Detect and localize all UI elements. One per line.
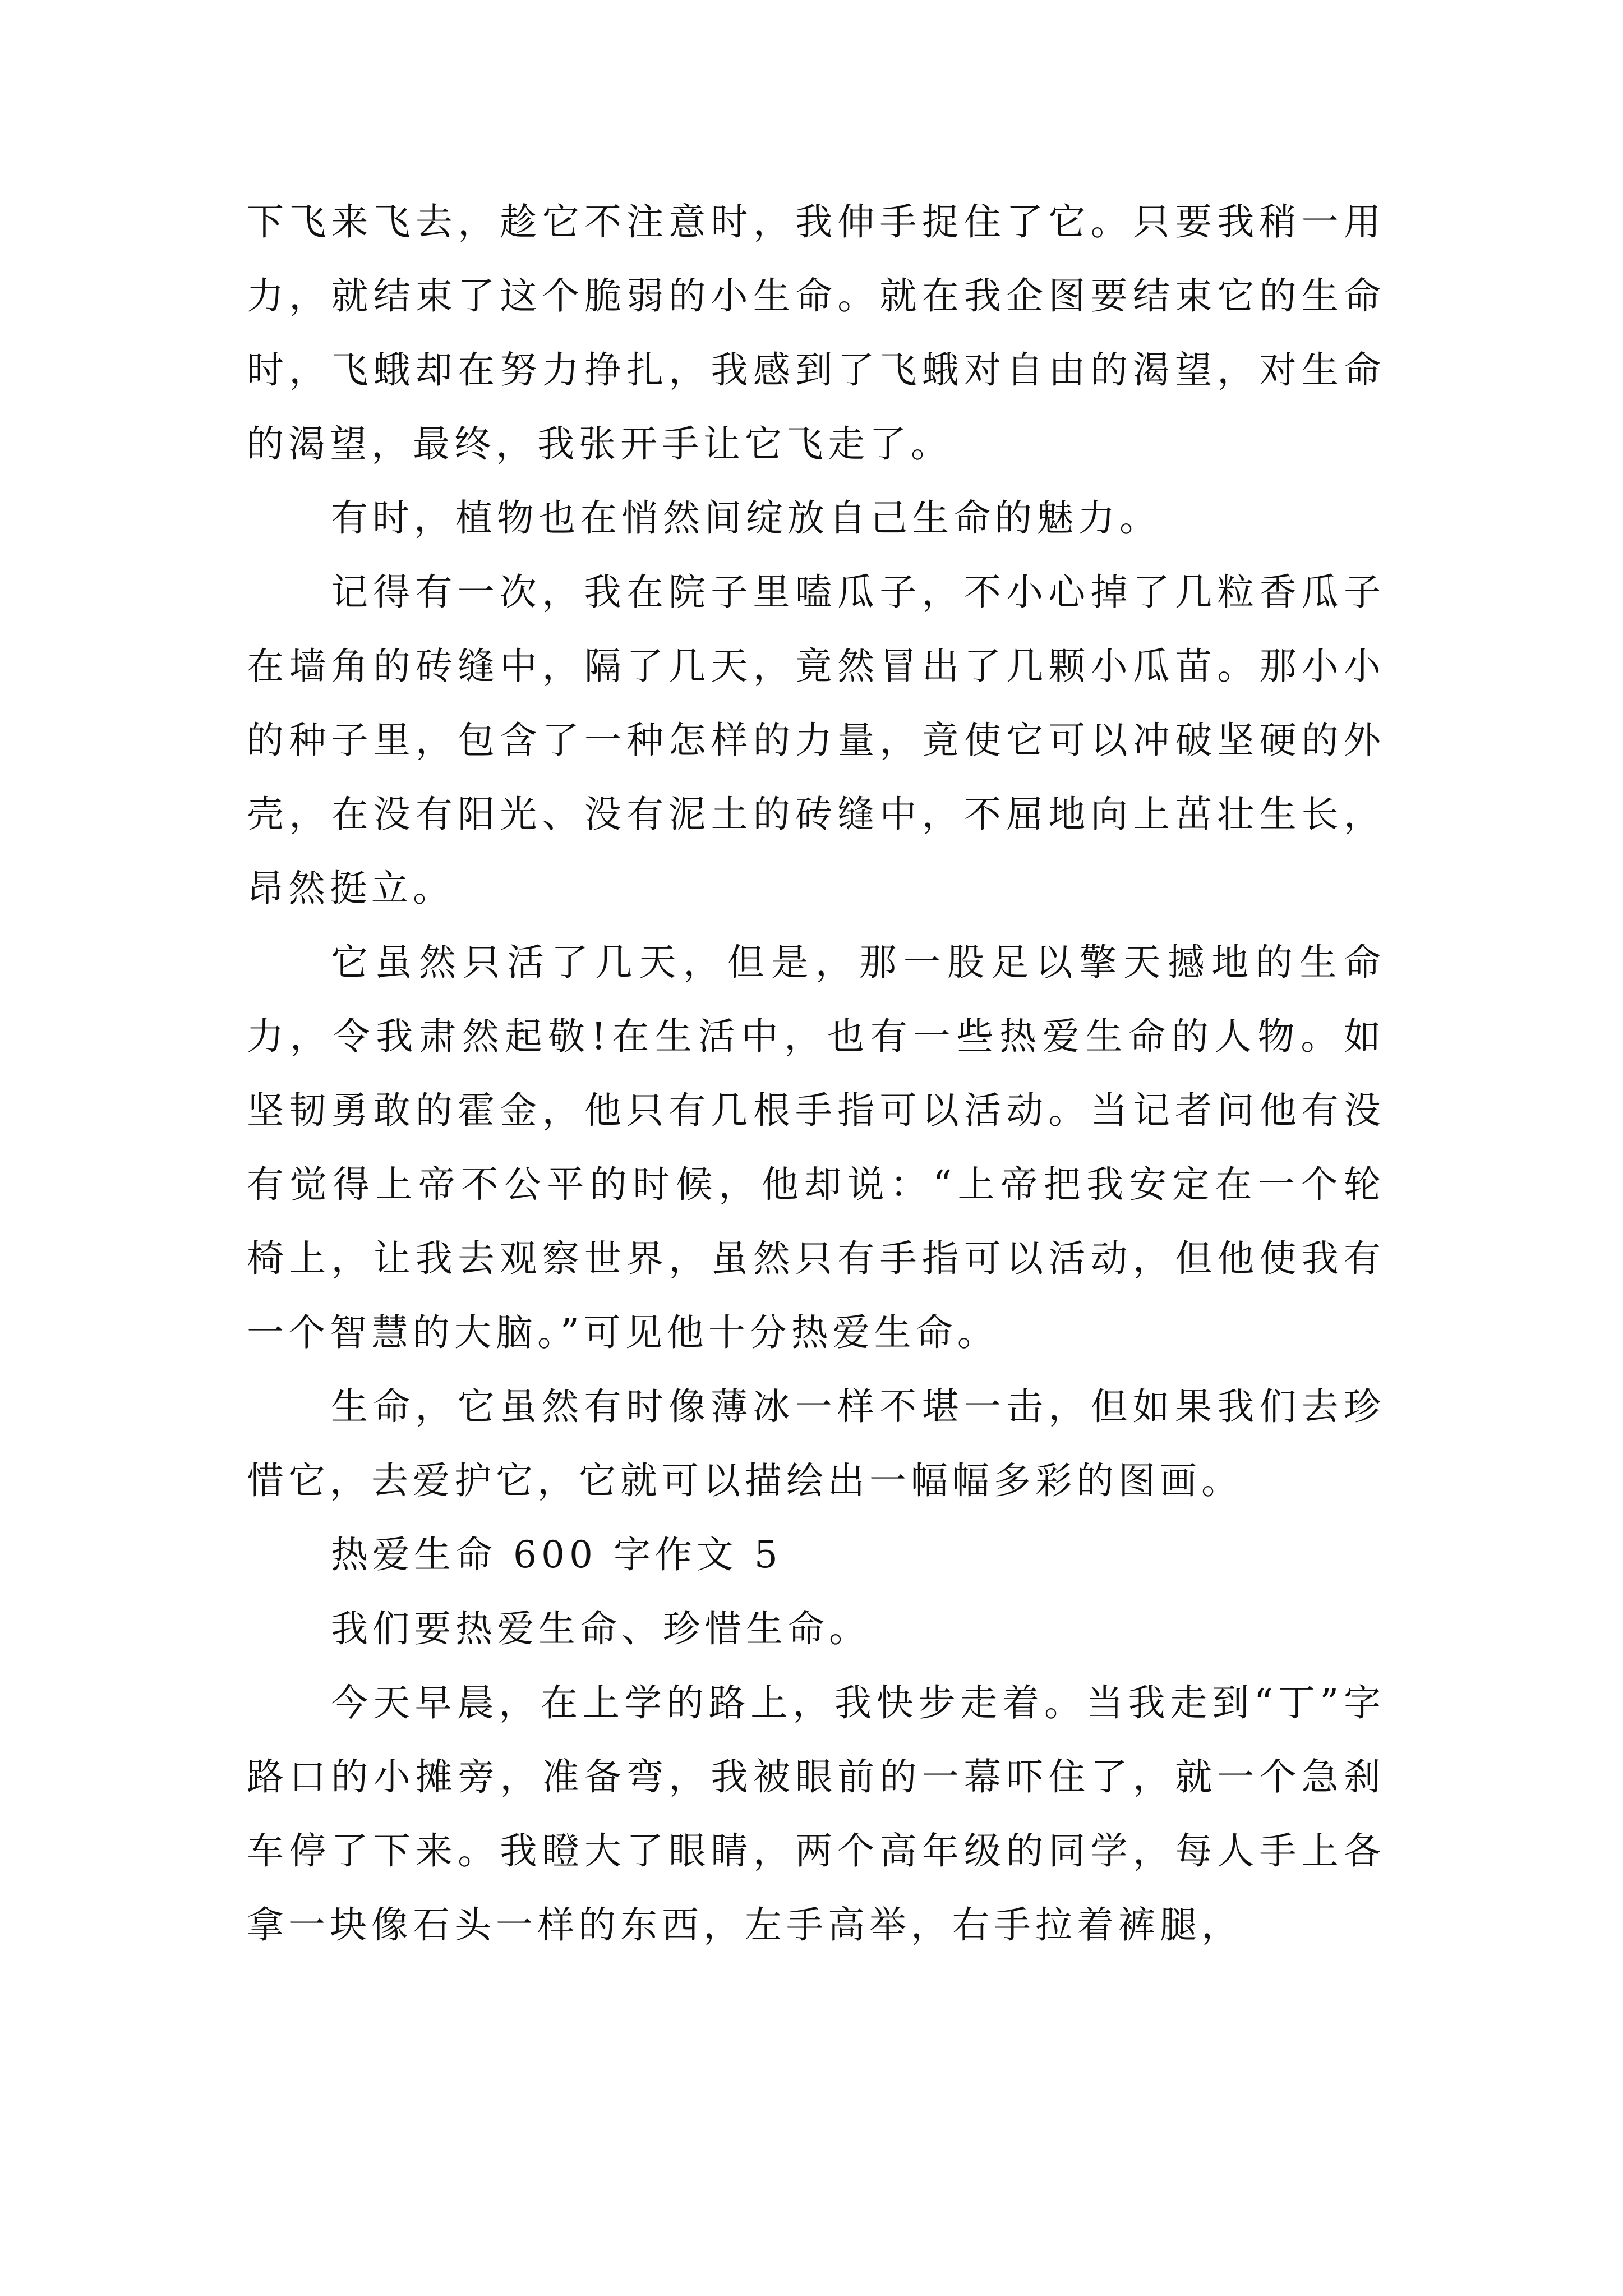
paragraph-4: 它虽然只活了几天，但是，那一股足以擎天撼地的生命力，令我肃然起敬!在生活中，也有一些热爱生命的人物。如坚韧勇敢的霍金，他只有几根手指可以活动。当记者问他有没有觉得上帝不公平的时候，他却说：“上帝把我安定在一个轮椅上，让我去观察世界，虽然只有手指可以活动，但他使我有一个智慧的大脑。”可见他十分热爱生命。 [247,941,1385,1354]
paragraph-5: 生命，它虽然有时像薄冰一样不堪一击，但如果我们去珍惜它，去爱护它，它就可以描绘出一幅幅多彩的图画。 [247,1385,1385,1502]
section-heading: 热爱生命 600 字作文 5 [331,1533,782,1576]
paragraph-7: 今天早晨，在上学的路上，我快步走着。当我走到“丁”字路口的小摊旁，准备弯，我被眼前的一幕吓住了，就一个急刹车停了下来。我瞪大了眼睛，两个高年级的同学，每人手上各拿一块像石头一样的东西，左手高举，右手拉着裤腿， [247,1681,1385,1947]
paragraph-3: 记得有一次，我在院子里嗑瓜子，不小心掉了几粒香瓜子在墙角的砖缝中，隔了几天，竟然冒出了几颗小瓜苗。那小小的种子里，包含了一种怎样的力量，竟使它可以冲破坚硬的外壳，在没有阳光、没有泥土的砖缝中，不屈地向上茁壮生长，昂然挺立。 [247,570,1385,910]
paragraph-6: 我们要热爱生命、珍惜生命。 [331,1607,870,1650]
paragraph-2: 有时，植物也在悄然间绽放自己生命的魅力。 [331,496,1161,540]
paragraph-1: 下飞来飞去，趁它不注意时，我伸手捉住了它。只要我稍一用力，就结束了这个脆弱的小生命。就在我企图要结束它的生命时，飞蛾却在努力挣扎，我感到了飞蛾对自由的渴望，对生命的渴望，最终，我张开手让它飞走了。 [247,200,1385,466]
document-body [247,185,1385,1962]
